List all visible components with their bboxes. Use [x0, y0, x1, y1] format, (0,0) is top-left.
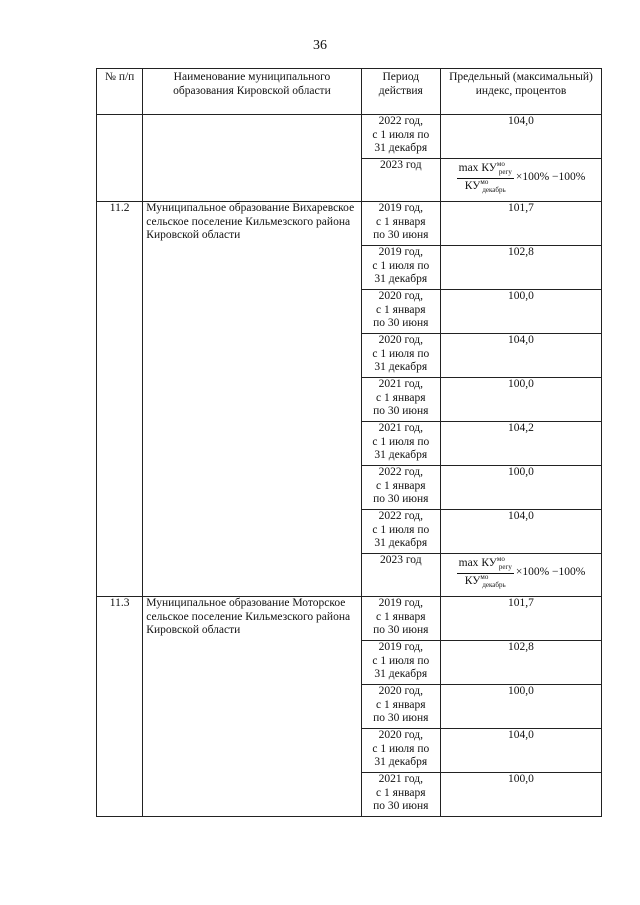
- formula-denominator: [463, 179, 508, 195]
- period-line: по 30 июня: [373, 712, 429, 724]
- formula-denominator: [463, 574, 508, 590]
- index-value: 100,0: [508, 685, 534, 697]
- period-line: 2020 год,: [378, 290, 424, 302]
- entry-name: [143, 115, 361, 202]
- formula-ku-top: КУ: [481, 557, 497, 569]
- period-line: 2020 год,: [378, 729, 424, 741]
- period-cell: [361, 641, 440, 685]
- formula-fraction: [457, 557, 514, 589]
- header-period: Период действия: [361, 69, 440, 115]
- period-line: по 30 июня: [373, 493, 429, 505]
- index-cell: [440, 685, 601, 729]
- formula-sup-top: мо: [496, 160, 505, 168]
- period-line: с 1 января: [376, 698, 426, 711]
- header-num: № п/п: [97, 69, 143, 115]
- entry-number: 11.3: [97, 597, 143, 817]
- period-cell: [361, 685, 440, 729]
- formula-ku-top: КУ: [481, 162, 497, 174]
- period-line: по 30 июня: [373, 624, 429, 636]
- tariff-index-table: [96, 68, 602, 817]
- index-cell: [440, 422, 601, 466]
- period-line: 2021 год,: [378, 773, 424, 785]
- index-cell: [440, 202, 601, 246]
- period-line: с 1 января: [376, 610, 426, 623]
- entry-name: Муниципальное образование Моторское сельское поселение Кильмезского района Кировской области: [143, 597, 361, 817]
- formula-sup-bot: мо: [480, 572, 489, 581]
- period-line: с 1 января: [376, 786, 426, 799]
- period-line: 2020 год,: [378, 334, 424, 346]
- entry-number: 11.2: [97, 202, 143, 597]
- period-line: 31 декабря: [374, 273, 428, 285]
- period-cell: [361, 290, 440, 334]
- formula: [444, 159, 598, 194]
- period-line: с 1 июля по: [372, 435, 430, 448]
- period-line: 2019 год,: [378, 202, 424, 214]
- formula-sup-bot: мо: [480, 177, 489, 186]
- index-cell: [440, 334, 601, 378]
- period-line: 31 декабря: [374, 142, 428, 154]
- period-line: 31 декабря: [374, 756, 428, 768]
- period-cell: [361, 378, 440, 422]
- formula-tail: ×100% −100%: [515, 171, 586, 184]
- index-cell: [440, 641, 601, 685]
- index-value: 104,2: [508, 422, 534, 434]
- index-cell: [440, 729, 601, 773]
- index-cell: [440, 290, 601, 334]
- table-row: [97, 202, 602, 246]
- period-cell: [361, 115, 440, 159]
- index-value: 102,8: [508, 641, 534, 653]
- period-line: 2022 год,: [378, 510, 424, 522]
- period-line: 2019 год,: [378, 246, 424, 258]
- period-line: с 1 июля по: [372, 259, 430, 272]
- period-line: по 30 июня: [373, 317, 429, 329]
- period-line: 31 декабря: [374, 537, 428, 549]
- table-body: [97, 115, 602, 817]
- period-line: 2023 год: [380, 554, 422, 566]
- period-line: 2019 год,: [378, 641, 424, 653]
- formula-ku-bot: КУ: [464, 179, 481, 192]
- period-cell: [361, 246, 440, 290]
- period-cell: [361, 773, 440, 817]
- period-line: с 1 июля по: [372, 742, 430, 755]
- period-line: 2019 год,: [378, 597, 424, 609]
- table-row: [97, 115, 602, 159]
- formula-tail: ×100% −100%: [515, 566, 586, 579]
- period-line: по 30 июня: [373, 405, 429, 417]
- formula-max: max: [458, 557, 482, 569]
- index-value: 102,8: [508, 246, 534, 258]
- period-cell: [361, 729, 440, 773]
- index-value: 100,0: [508, 378, 534, 390]
- index-cell: [440, 597, 601, 641]
- period-line: с 1 июля по: [372, 523, 430, 536]
- period-line: с 1 июля по: [372, 347, 430, 360]
- formula-sup-top: мо: [496, 555, 505, 563]
- header-index: Предельный (максимальный) индекс, процентов: [440, 69, 601, 115]
- header-name: Наименование муниципального образования Кировской области: [143, 69, 361, 115]
- period-line: 2022 год,: [378, 466, 424, 478]
- formula: [444, 554, 598, 589]
- index-value: 104,0: [508, 334, 534, 346]
- period-line: с 1 января: [376, 479, 426, 492]
- formula-fraction: [457, 162, 514, 194]
- period-cell: [361, 466, 440, 510]
- index-cell: [440, 246, 601, 290]
- formula-sub-bot: декабрь: [482, 185, 506, 194]
- period-cell: [361, 422, 440, 466]
- period-line: 31 декабря: [374, 361, 428, 373]
- index-value: 100,0: [508, 290, 534, 302]
- period-cell: [361, 202, 440, 246]
- period-cell: [361, 597, 440, 641]
- period-line: по 30 июня: [373, 800, 429, 812]
- period-line: с 1 января: [376, 215, 426, 228]
- index-value: 104,0: [508, 510, 534, 522]
- formula-sub-bot: декабрь: [482, 580, 506, 589]
- period-cell: [361, 510, 440, 554]
- index-cell: [440, 159, 601, 202]
- index-value: 104,0: [508, 729, 534, 741]
- entry-name: Муниципальное образование Вихаревское сельское поселение Кильмезского района Кировской области: [143, 202, 361, 597]
- formula-ku-bot: КУ: [464, 574, 481, 587]
- table-header-row: [97, 69, 602, 115]
- formula-sub-top: регу: [498, 168, 512, 176]
- index-cell: [440, 466, 601, 510]
- period-line: 2020 год,: [378, 685, 424, 697]
- period-line: 2021 год,: [378, 378, 424, 390]
- index-value: 101,7: [508, 202, 534, 214]
- period-line: 31 декабря: [374, 449, 428, 461]
- index-cell: [440, 773, 601, 817]
- formula-numerator: [457, 162, 514, 179]
- index-cell: [440, 510, 601, 554]
- period-cell: [361, 159, 440, 202]
- period-line: с 1 июля по: [372, 128, 430, 141]
- formula-max: max: [458, 162, 482, 174]
- period-line: 2022 год,: [378, 115, 424, 127]
- period-cell: [361, 554, 440, 597]
- period-line: с 1 июля по: [372, 654, 430, 667]
- index-cell: [440, 554, 601, 597]
- formula-numerator: [457, 557, 514, 574]
- index-value: 104,0: [508, 115, 534, 127]
- entry-number: [97, 115, 143, 202]
- period-line: по 30 июня: [373, 229, 429, 241]
- period-line: 31 декабря: [374, 668, 428, 680]
- index-cell: [440, 115, 601, 159]
- page-number: 36: [313, 38, 327, 53]
- period-cell: [361, 334, 440, 378]
- index-value: 100,0: [508, 773, 534, 785]
- period-line: 2021 год,: [378, 422, 424, 434]
- period-line: с 1 января: [376, 303, 426, 316]
- formula-sub-top: регу: [498, 563, 512, 571]
- index-value: 101,7: [508, 597, 534, 609]
- period-line: 2023 год: [380, 159, 422, 171]
- table-row: [97, 597, 602, 641]
- index-cell: [440, 378, 601, 422]
- period-line: с 1 января: [376, 391, 426, 404]
- index-value: 100,0: [508, 466, 534, 478]
